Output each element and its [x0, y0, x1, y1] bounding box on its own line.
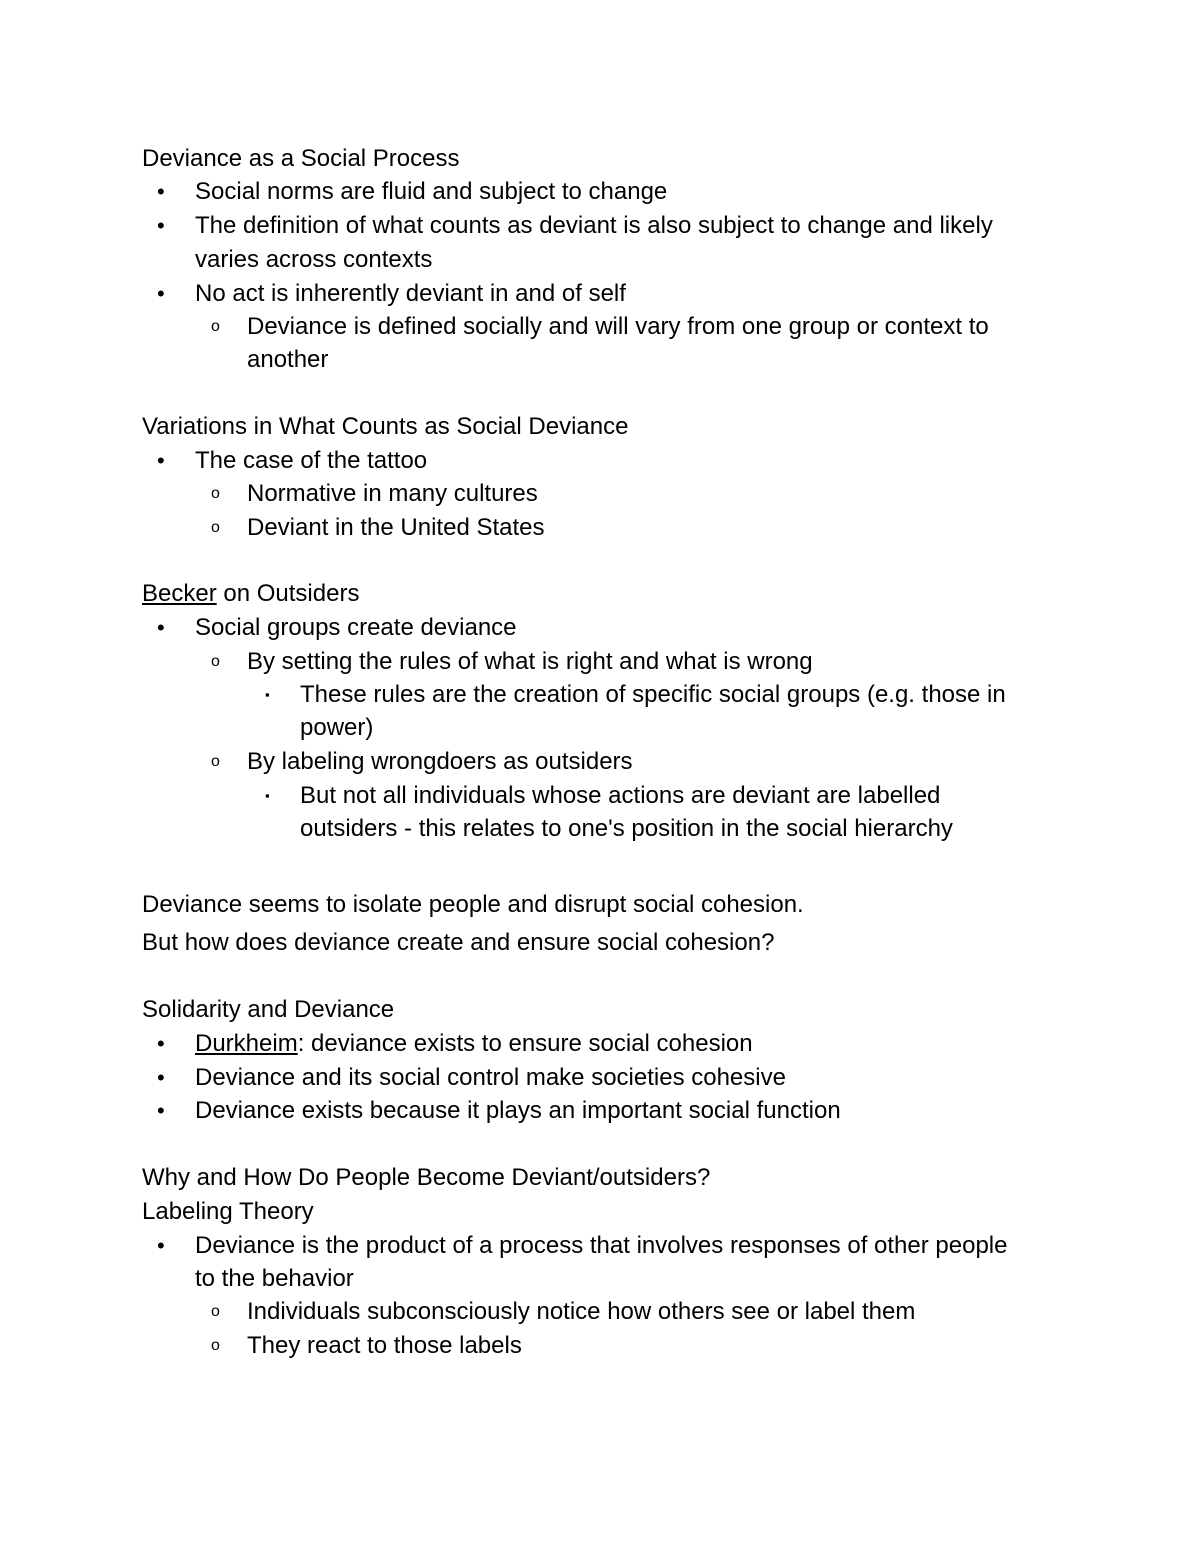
list-subitem: Deviance is defined socially and will vary from one group or context to: [247, 313, 989, 340]
list-subsubitem: These rules are the creation of specific social groups (e.g. those in: [300, 681, 1006, 708]
section-heading-variations: Variations in What Counts as Social Deviance: [142, 413, 629, 440]
bullet-marker: •: [157, 213, 165, 238]
circle-marker: o: [211, 318, 220, 335]
list-item: Deviance is the product of a process that involves responses of other people: [195, 1232, 1008, 1259]
section-heading-solidarity: Solidarity and Deviance: [142, 996, 395, 1023]
list-subitem: By setting the rules of what is right and what is wrong: [247, 648, 813, 675]
list-subsubitem-continuation: outsiders - this relates to one's position in the social hierarchy: [300, 815, 953, 842]
list-item: No act is inherently deviant in and of self: [195, 280, 626, 307]
paragraph: But how does deviance create and ensure social cohesion?: [142, 929, 775, 956]
list-subitem: Individuals subconsciously notice how others see or label them: [247, 1298, 916, 1325]
paragraph: Deviance seems to isolate people and disrupt social cohesion.: [142, 891, 804, 918]
circle-marker: o: [211, 485, 220, 502]
list-item: The definition of what counts as deviant is also subject to change and likely: [195, 212, 993, 239]
list-item-rest: : deviance exists to ensure social cohesion: [297, 1030, 753, 1057]
subheading-labeling-theory: Labeling Theory: [142, 1198, 314, 1225]
square-marker: ▪: [265, 788, 270, 803]
circle-marker: o: [211, 753, 220, 770]
list-item-continuation: to the behavior: [195, 1265, 354, 1292]
section-heading-becker: [142, 577, 359, 611]
section-heading-why-how: Why and How Do People Become Deviant/outsiders?: [142, 1164, 711, 1191]
list-item: Deviance exists because it plays an important social function: [195, 1097, 841, 1124]
circle-marker: o: [211, 519, 220, 536]
circle-marker: o: [211, 1303, 220, 1320]
list-subitem-continuation: another: [247, 346, 329, 373]
bullet-marker: •: [157, 1098, 165, 1123]
list-subitem: They react to those labels: [247, 1332, 522, 1359]
section-heading-deviance-social-process: Deviance as a Social Process: [142, 145, 460, 172]
becker-name: Becker: [142, 580, 217, 607]
list-item: Social norms are fluid and subject to change: [195, 178, 668, 205]
bullet-marker: •: [157, 1065, 165, 1090]
list-item: [195, 1027, 753, 1061]
list-item: The case of the tattoo: [195, 447, 428, 474]
square-marker: ▪: [265, 687, 270, 702]
list-item-continuation: varies across contexts: [195, 246, 433, 273]
list-subsubitem: But not all individuals whose actions are deviant are labelled: [300, 782, 941, 809]
bullet-marker: •: [157, 1233, 165, 1258]
bullet-marker: •: [157, 615, 165, 640]
durkheim-name: Durkheim: [195, 1030, 298, 1057]
bullet-marker: •: [157, 1031, 165, 1056]
list-item: Social groups create deviance: [195, 614, 517, 641]
list-subitem: Deviant in the United States: [247, 514, 545, 541]
list-subitem: By labeling wrongdoers as outsiders: [247, 748, 633, 775]
list-subsubitem-continuation: power): [300, 714, 374, 741]
list-subitem: Normative in many cultures: [247, 480, 538, 507]
list-item: Deviance and its social control make societies cohesive: [195, 1064, 786, 1091]
circle-marker: o: [211, 1337, 220, 1354]
heading-rest: on Outsiders: [216, 580, 360, 607]
bullet-marker: •: [157, 179, 165, 204]
bullet-marker: •: [157, 281, 165, 306]
bullet-marker: •: [157, 448, 165, 473]
circle-marker: o: [211, 653, 220, 670]
